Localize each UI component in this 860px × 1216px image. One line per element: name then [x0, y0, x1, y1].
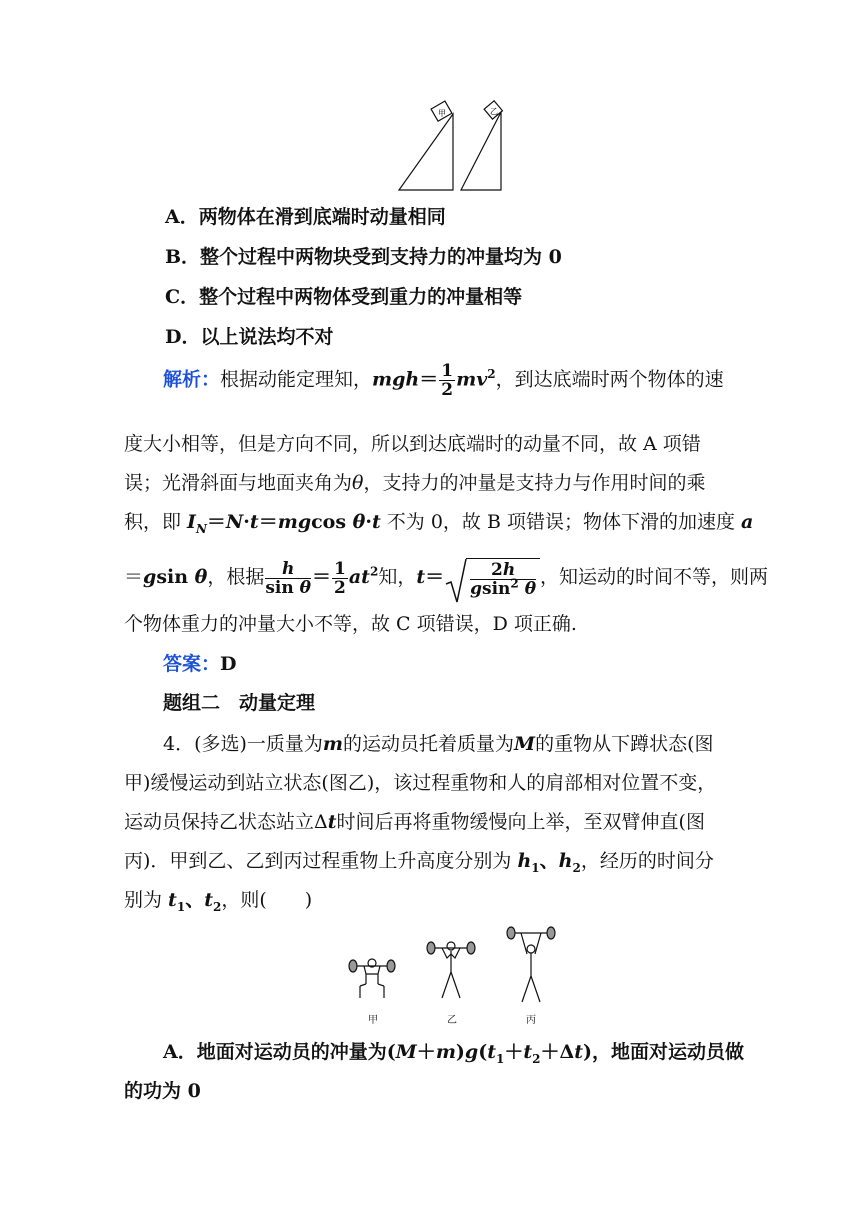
q4-line-4: 丙)．甲到乙、乙到丙过程重物上升高度分别为 $h_1$、$h_2$，经历的时间分 — [124, 850, 714, 875]
option-c: C．整个过程中两物体受到重力的冲量相等 — [165, 286, 523, 308]
section-heading: 题组二 动量定理 — [163, 692, 316, 714]
block-label-jia: 甲 — [438, 109, 446, 118]
q4-line-2: 甲)缓慢运动到站立状态(图乙)，该过程重物和人的肩部相对位置不变， — [124, 772, 717, 794]
q4-option-a-line-1: A．地面对运动员的冲量为$(M+m)g(t_1+t_2+\Delta t)$，地面对运动员做 — [163, 1041, 745, 1066]
option-d: D．以上说法均不对 — [165, 326, 334, 348]
figure-caption-yi: 乙 — [447, 1015, 457, 1026]
q4-line-5: 别为 $t_1$、$t_2$，则( ) — [124, 889, 313, 914]
answer: 答案：D — [163, 653, 237, 675]
answer-label: 答案： — [163, 653, 221, 675]
block-label-yi: 乙 — [490, 107, 498, 116]
q4-option-a-line-2: 的功为 0 — [124, 1080, 201, 1102]
option-a: A．两物体在滑到底端时动量相同 — [165, 206, 446, 228]
weightlifter-figure — [345, 924, 560, 1006]
figure-caption-bing: 丙 — [526, 1015, 536, 1026]
analysis-label: 解析： — [163, 368, 221, 391]
q4-line-3: 运动员保持乙状态站立Δt时间后再将重物缓慢向上举，至双臂伸直(图 — [124, 811, 705, 833]
q4-line-1: 4．(多选)一质量为m的运动员托着质量为M的重物从下蹲状态(图 — [163, 733, 714, 755]
analysis-line-1: 解析：根据动能定理知，mgh＝ $\frac{1}{2}$ $mv^2$，到达底端时两个物体的速 — [163, 361, 724, 400]
incline-figure — [395, 100, 507, 192]
analysis-line-4: 积，即 $I_N=N\cdot t=mgcos$ θ·t 不为 0，故 B 项错误；物体下滑的加速度 a — [124, 511, 754, 536]
option-b: B．整个过程中两物块受到支持力的冲量均为 0 — [165, 246, 562, 268]
figure-caption-jia: 甲 — [368, 1015, 378, 1026]
analysis-line-6: 个物体重力的冲量大小不等，故 C 项错误，D 项正确. — [124, 613, 577, 635]
analysis-line-3: 误；光滑斜面与地面夹角为θ，支持力的冲量是支持力与作用时间的乘 — [124, 472, 706, 494]
analysis-line-5: ＝gsin θ，根据 $\frac{h}{\text{sin θ}}$ ＝ $\frac{1}{2}$ $at^2$知，t＝ $\frac{2h}{gsin^2 \theta}$ ，知运动的时间不等，则两 — [124, 558, 768, 598]
analysis-line-2: 度大小相等，但是方向不同，所以到达底端时的动量不同，故 A 项错 — [124, 433, 701, 455]
